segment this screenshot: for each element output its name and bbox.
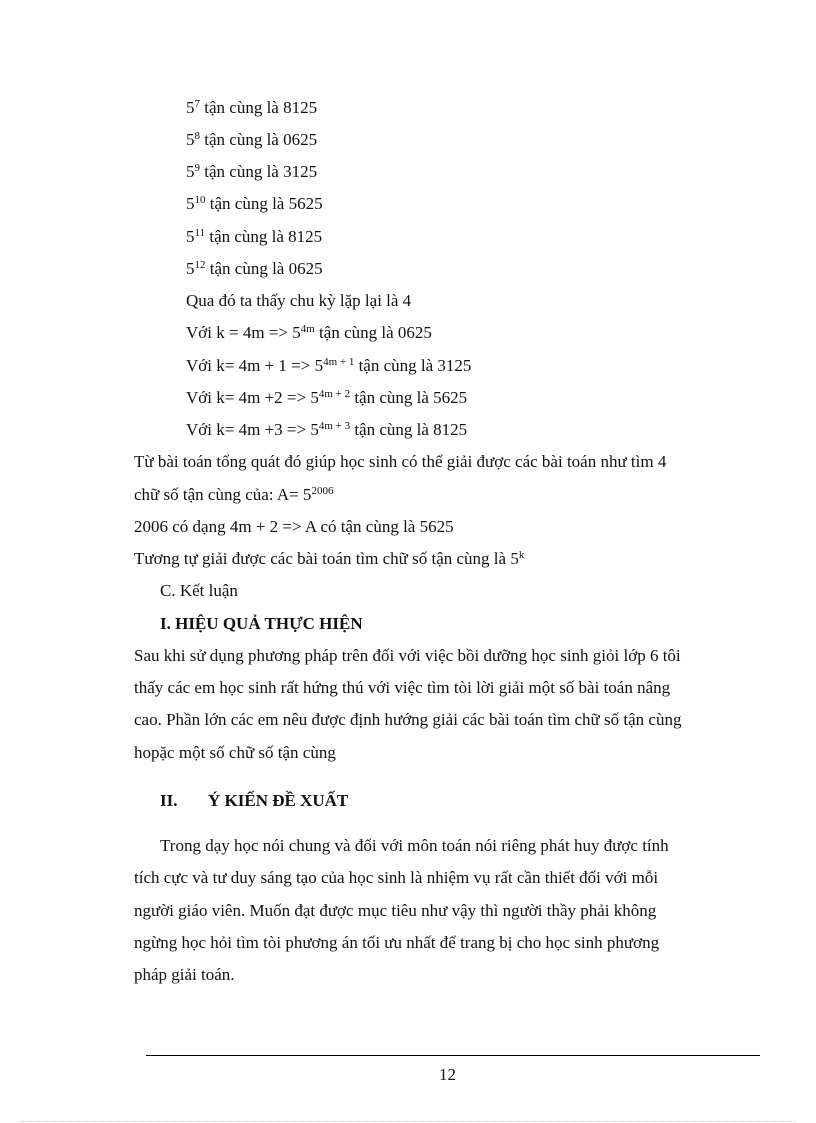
para1-line-1: Sau khi sử dụng phương pháp trên đối với việc bồi dưỡng học sinh giỏi lớp 6 tôi <box>134 646 681 665</box>
case-line-4m: Với $k = 4m => 5^{4m}$ tận cùng là 0625 <box>186 323 432 342</box>
case-line-4m-2: Với $k= 4m +2 => 5^{4m + 2}$ tận cùng là 5625 <box>186 388 468 407</box>
power-line-5-11: $5^{11}$ tận cùng là 8125 <box>186 227 323 246</box>
cycle-line: Qua đó ta thấy chu kỳ lặp lại là 4 <box>186 291 412 310</box>
power-line-5-12: $5^{12}$ tận cùng là 0625 <box>186 259 323 278</box>
section-2-title: Ý KIẾN ĐỀ XUẤT <box>208 791 349 810</box>
case-line-4m-3: Với $k= 4m +3 => 5^{4m + 3}$ tận cùng là 8125 <box>186 420 468 439</box>
power-line-5-8: $5^8$ tận cùng là 0625 <box>186 130 318 149</box>
section-2-number: II. <box>160 791 178 810</box>
power-line-5-10: $5^{10}$ tận cùng là 5625 <box>186 194 323 213</box>
para2-line-3: người giáo viên. Muốn đạt được mục tiêu như vậy thì người thầy phải không <box>134 901 657 920</box>
general-line-2: chữ số tận cùng của: $A= 5^{2006}$ <box>134 485 334 504</box>
page-bottom-dotted-border <box>20 1121 796 1122</box>
para2-line-2: tích cực và tư duy sáng tạo của học sinh là nhiệm vụ rất cần thiết đối với mỗi <box>134 868 659 887</box>
para1-line-2: thấy các em học sinh rất hứng thú với việc tìm tòi lời giải một số bài toán nâng <box>134 678 671 697</box>
section-1-title: I. HIỆU QUẢ THỰC HIỆN <box>160 614 363 633</box>
para2-line-5: pháp giải toán. <box>134 965 235 984</box>
conclusion-heading: C. Kết luận <box>160 581 238 600</box>
page-number: 12 <box>439 1065 456 1084</box>
power-line-5-9: $5^9$ tận cùng là 3125 <box>186 162 318 181</box>
general-line-3: 2006 có dạng 4m + 2 => A có tận cùng là 5625 <box>134 517 454 536</box>
para2-line-4: ngừng học hỏi tìm tòi phương án tối ưu nhất để trang bị cho học sinh phương <box>134 933 660 952</box>
power-line-5-7: $5^7$ tận cùng là 8125 <box>186 98 318 117</box>
para1-line-4: hopặc một số chữ số tận cùng <box>134 743 336 762</box>
general-line-4: Tương tự giải được các bài toán tìm chữ số tận cùng là 5$^k$ <box>134 549 525 568</box>
general-line-1: Từ bài toán tổng quát đó giúp học sinh có thể giải được các bài toán như tìm 4 <box>134 452 667 471</box>
case-line-4m-1: Với $k= 4m + 1 => 5^{4m + 1}$ tận cùng là 3125 <box>186 356 472 375</box>
para1-line-3: cao. Phần lớn các em nêu được định hướng giải các bài toán tìm chữ số tận cùng <box>134 710 682 729</box>
para2-line-1: Trong dạy học nói chung và đối với môn toán nói riêng phát huy được tính <box>160 836 669 855</box>
footer-rule <box>146 1055 760 1056</box>
